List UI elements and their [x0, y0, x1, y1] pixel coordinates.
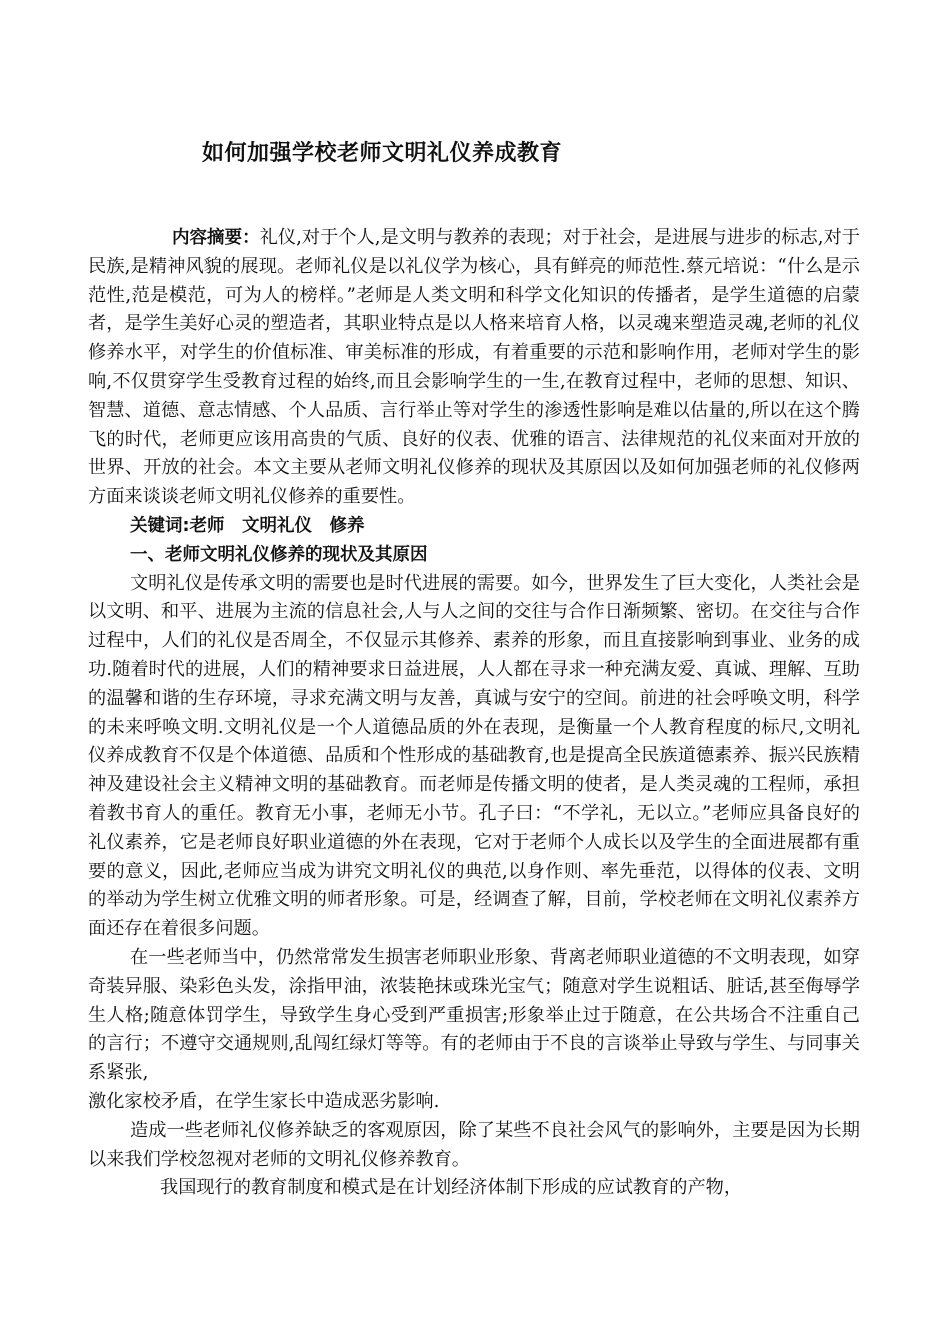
abstract-text: 礼仪,对于个人,是文明与教养的表现；对于社会，是进展与进步的标志,对于民族,是精神风貌的展现。老师礼仪是以礼仪学为核心，具有鲜亮的师范性.蔡元培说：“什么是示范性,范是模范，可为人的榜样。”老师是人类文明和科学文化知识的传播者，是学生道德的启蒙者，是学生美好心灵的塑造者，其职业特点是以人格来培育人格，以灵魂来塑造灵魂,老师的礼仪修养水平，对学生的价值标准、审美标准的形成，有着重要的示范和影响作用，老师对学生的影响,不仅贯穿学生受教育过程的始终,而且会影响学生的一生,在教育过程中，老师的思想、知识、智慧、道德、意志情感、个人品质、言行举止等对学生的渗透性影响是难以估量的,所以在这个腾飞的时代，老师更应该用高贵的气质、良好的仪表、优雅的语言、法律规范的礼仪来面对开放的世界、开放的社会。本文主要从老师文明礼仪修养的现状及其原因以及如何加强老师的礼仪修两方面来谈谈老师文明礼仪修养的重要性。	[88, 227, 860, 508]
document-title: 如何加强学校老师文明礼仪养成教育	[202, 141, 563, 166]
abstract-label: 内容摘要：	[172, 228, 260, 248]
section-heading: 一、老师文明礼仪修养的现状及其原因	[130, 544, 428, 565]
abstract-paragraph	[88, 224, 860, 512]
paragraph: 我国现行的教育制度和模式是在计划经济体制下形成的应试教育的产物，	[160, 1177, 743, 1199]
keywords: 关键词:老师 文明礼仪 修养	[130, 515, 365, 536]
document-body	[88, 224, 860, 1203]
paragraph: 文明礼仪是传承文明的需要也是时代进展的需要。如今，世界发生了巨大变化，人类社会是以文明、和平、进展为主流的信息社会,人与人之间的交往与合作日渐频繁、密切。在交往与合作过程中，人们的礼仪是否周全，不仅显示其修养、素养的形象，而且直接影响到事业、业务的成功.随着时代的进展，人们的精神要求日益进展，人人都在寻求一种充满友爱、真诚、理解、互助的温馨和谐的生存环境，寻求充满文明与友善，真诚与安宁的空间。前进的社会呼唤文明，科学的未来呼唤文明.文明礼仪是一个人道德品质的外在表现，是衡量一个人教育程度的标尺,文明礼仪养成教育不仅是个体道德、品质和个性形成的基础教育,也是提高全民族道德素养、振兴民族精神及建设社会主义精神文明的基础教育。而老师是传播文明的使者，是人类灵魂的工程师，承担着教书育人的重任。教育无小事，老师无小节。孔子曰：“不学礼，无以立。”老师应具备良好的礼仪素养，它是老师良好职业道德的外在表现，它对于老师个人成长以及学生的全面进展都有重要的意义，因此,老师应当成为讲究文明礼仪的典范,以身作则、率先垂范，以得体的仪表、文明的举动为学生树立优雅文明的师者形象。可是，经调查了解，目前，学校老师在文明礼仪素养方面还存在着很多问题。	[88, 572, 860, 940]
paragraph: 在一些老师当中，仍然常常发生损害老师职业形象、背离老师职业道德的不文明表现，如穿奇装异服、染彩色头发，涂指甲油，浓装艳抹或珠光宝气；随意对学生说粗话、脏话,甚至侮辱学生人格;随意体罚学生，导致学生身心受到严重损害;形象举止过于随意，在公共场合不注重自己的言行；不遵守交通规则,乱闯红绿灯等等。有的老师由于不良的言谈举止导致与学生、与同事关系紧张,	[88, 946, 860, 1084]
paragraph-continuation: 激化家校矛盾，在学生家长中造成恶劣影响.	[88, 1090, 440, 1112]
paragraph: 造成一些老师礼仪修养缺乏的客观原因，除了某些不良社会风气的影响外，主要是因为长期以来我们学校忽视对老师的文明礼仪修养教育。	[88, 1119, 860, 1170]
